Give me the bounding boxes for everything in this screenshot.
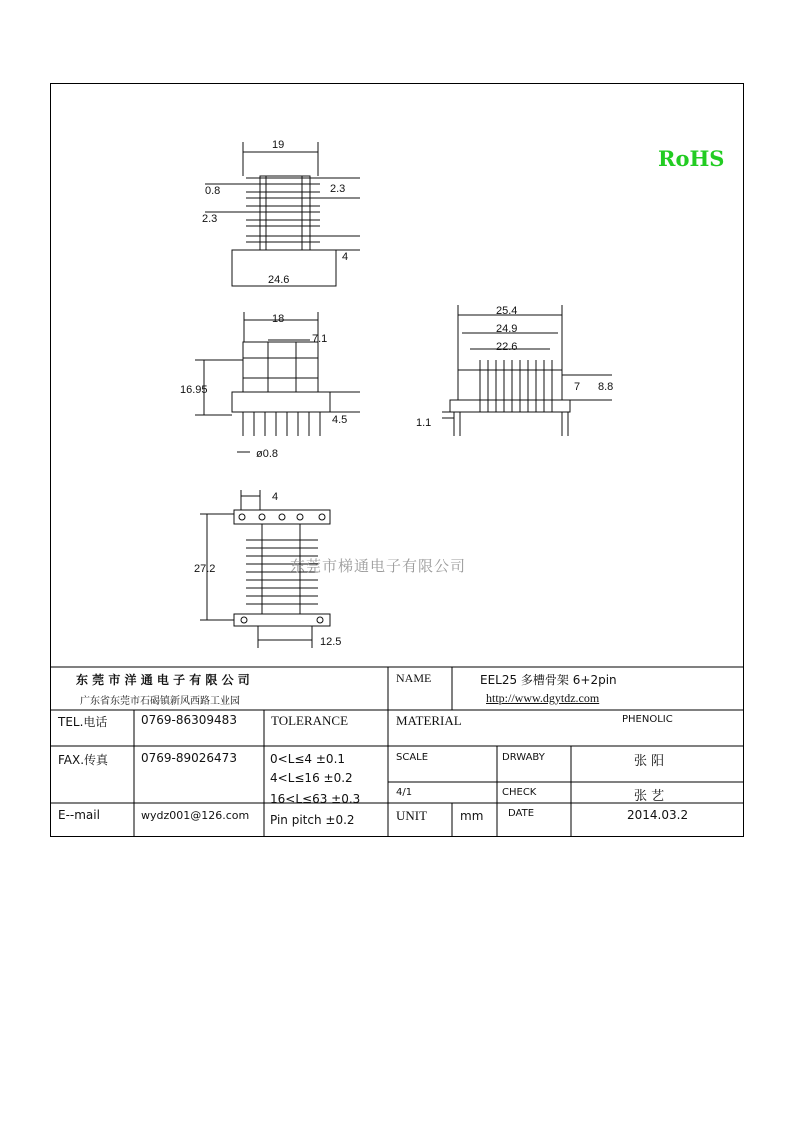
top-view [205,142,360,286]
dim-side-8-8: 8.8 [598,381,614,393]
date-value: 2014.03.2 [627,808,689,822]
side-view [442,305,612,436]
company-url[interactable]: http://www.dgytdz.com [486,691,600,705]
dim-side-22-6: 22.6 [496,341,518,353]
company-name: 东 莞 市 洋 通 电 子 有 限 公 司 [76,673,250,687]
dim-height-16-95: 16.95 [180,384,208,396]
email-value: wydz001@126.com [141,809,250,822]
drawby-label: DRWABY [502,752,545,763]
drawby-value: 张 阳 [634,754,665,769]
dim-length-27-2: 27.2 [194,563,216,575]
unit-label: UNIT [396,808,428,823]
dim-side-24-9: 24.9 [496,323,518,335]
tolerance-range-1: 0<L≤4 ±0.1 [270,752,346,766]
tel-value: 0769-86309483 [141,713,237,727]
dim-pin-h-4-5: 4.5 [332,414,348,426]
tolerance-pin-pitch: Pin pitch ±0.2 [270,813,355,827]
tolerance-range-2: 4<L≤16 ±0.2 [270,771,353,785]
tolerance-label: TOLERANCE [271,713,349,728]
scale-value: 4/1 [396,787,413,798]
check-label: CHECK [502,787,537,798]
dim-base-4: 4 [342,251,349,263]
check-value: 张 艺 [634,789,665,804]
email-label: E--mail [58,808,100,822]
rohs-label: RoHS [658,146,725,171]
dim-width-12-5: 12.5 [320,636,342,648]
watermark: 东莞市梯通电子有限公司 [290,557,467,575]
name-value: EEL25 多槽骨架 6+2pin [480,673,617,687]
fax-label: FAX.传真 [58,753,109,767]
material-value: PHENOLIC [622,714,673,725]
dim-slot-2-3: 2.3 [202,213,218,225]
name-label: NAME [396,671,432,685]
dim-side-1-1: 1.1 [416,417,432,429]
tel-label: TEL.电话 [58,715,108,729]
dim-width-24-6: 24.6 [268,274,290,286]
dim-top-19: 19 [272,139,285,151]
dim-pin-dia: ø0.8 [256,448,279,460]
tolerance-range-3: 16<L≤63 ±0.3 [270,792,361,806]
dim-center-7-1: 7.1 [312,333,328,345]
dim-flange-2-3: 2.3 [330,183,346,195]
dim-side-25-4: 25.4 [496,305,518,317]
dim-side-7: 7 [574,381,581,393]
material-label: MATERIAL [396,713,462,728]
dim-pin-0-8: 0.8 [205,185,221,197]
fax-value: 0769-89026473 [141,751,237,765]
company-address: 广东省东莞市石碣镇新风西路工业园 [80,696,240,707]
dim-core-18: 18 [272,313,285,325]
scale-label: SCALE [396,752,429,763]
date-label: DATE [508,808,535,819]
unit-value: mm [460,809,484,823]
dim-pitch-4: 4 [272,491,279,503]
front-view [195,312,360,452]
